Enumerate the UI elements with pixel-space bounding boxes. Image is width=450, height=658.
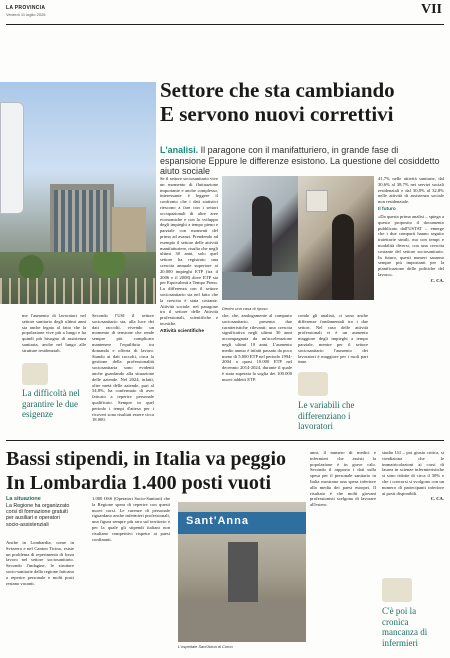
pull-quote: Le variabili che differenziano i lavoratori bbox=[298, 400, 355, 431]
headline-line-2: E servono nuovi correttivi bbox=[160, 102, 394, 126]
workers-icon bbox=[298, 372, 328, 396]
hospital-icon bbox=[22, 363, 48, 385]
article-column: me l'aumento di lavoratori nel settore sanitario degli ultimi anni sia anche legato al fatto che la popolazione vive più a lungo e ha quindi più bisogno di assistenza sanitaria, anche nel lungo alle strutture residenziali. bbox=[22, 313, 86, 353]
photo-caption: Dentro una casa di riposo bbox=[222, 306, 268, 311]
column-text: studio Uil – poi giusta critica, si condiziona che le immatricolazioni ai corsi di laurea in scienze infermieristiche si sono ridotte di circa il 30% e che i concorsi si svolgono con un numero di partecipanti inferiore ai posti disponibili. bbox=[382, 450, 444, 496]
hospital-photo bbox=[0, 82, 156, 304]
article-column: 1.000 OSS (Operatori Socio-Sanitari) che la Regione spera di reperire con questi nuovi corsi. Le carenze di personale riguardano anche infermieri professionali, una figura sempre più rara sul territorio e per la quale gli stipendi italiani non risultano competitivi rispetto ai paesi confinanti. bbox=[92, 496, 170, 542]
article-subhead bbox=[160, 145, 444, 177]
section-label: La situazione bbox=[6, 496, 41, 502]
byline: C. CA. bbox=[430, 277, 444, 283]
section-number: VII bbox=[420, 2, 442, 17]
floor bbox=[178, 602, 306, 642]
column-subtitle: Il futuro bbox=[378, 206, 396, 212]
article-column: anni, il numero di medici e infermieri che assisti la popolazione è in grave calo. Secondo il rapporto i dati sulla spesa per il personale sanitario in Italia mostrano una spesa inferiore alla media dei paesi europei. Il risultato è che molti giovani professionisti scelgono di lavorare all'estero. bbox=[310, 450, 376, 508]
entrance-door bbox=[228, 542, 258, 602]
issue-date: Venerdì 11 luglio 2025 bbox=[6, 12, 46, 17]
article-column: Secondo l'USI il settore sociosanitario sta, alla luce dei dati raccolti, vivendo un momento di tensione che rende sempre più complicato mantenere l'equilibrio tra domanda e offerta di lavoro. Stando ai dati raccolti, circa la gestione della professionalità sociosanitaria sono evidenti anche guardando alla situazione delle aziende. Nel 2024, infatti, oltre metà delle aziende, pari al 54,8%, ha confermato di aver faticato a reperire personale qualificato. Sempre in quel periodo i tempi d'attesa per i ricoveri sono risultati essere circa 18.000. bbox=[92, 313, 154, 423]
byline: C. CA. bbox=[430, 496, 444, 502]
photo-caption: L'ospedale Sant'Anna di Como bbox=[178, 644, 233, 649]
article-column bbox=[382, 450, 444, 501]
article-headline bbox=[160, 78, 444, 126]
section-rule bbox=[6, 440, 444, 441]
masthead bbox=[6, 3, 444, 25]
care-home-photo bbox=[222, 176, 298, 311]
article-column: Anche in Lombardia, come in Svizzera e nel Canton Ticino, esiste un problema di reperimento di forza lavoro nel settore sociosanitario. Secondo l'indagine, le strutture socio-sanitarie della regione faticano a reperire personale e molti posti restano vacanti. bbox=[6, 540, 74, 586]
fence bbox=[0, 278, 156, 304]
kicker: L'analisi. bbox=[160, 145, 199, 155]
pull-quote: La difficoltà nel garantire le due esigenze bbox=[22, 388, 80, 419]
article-column: condo gli analisti, ci sono anche differenze fondamentali tra i due settori. Nel caso delle attività professionali vi è un aumento maggiore degli impieghi a tempo parziale, mentre per il settore sociosanitario l'aumento dei lavoratori è maggiore per i ruoli part time. bbox=[298, 313, 368, 365]
article-subhead: La Regione ha organizzato corsi di formazione gratuiti per ausiliari e operatori socio-assistenziali bbox=[6, 503, 70, 528]
headline-line-2: In Lombardia 1.400 posti vuoti bbox=[6, 472, 272, 494]
nurse-icon bbox=[382, 578, 412, 602]
headline-line-1: Bassi stipendi, in Italia va peggio bbox=[6, 448, 287, 470]
subhead-text: Il paragone con il manifatturiero, in grande fase di espansione Eppure le differenze esistono. La questione del cosiddetto aiuto sociale bbox=[160, 145, 440, 176]
column-text: Se il settore sociosanitario vive un momento di fluttuazione importante e anche complesso, interessante è leggere il confronto che i dati statistici riescono a fare con i settori occupazionali di altre aree economiche e con lo sviluppo degli impieghi a tempo pieno e parziale con momenti del primo ad avanzi. Prendendo ad esempio il settore delle attività manifatturiere, risulta che negli ultimi 30 anni, solo quel settore ha registrato una crescita annuale superiore ai 20.000 impieghi ETP (tra il 2006 e il 2008) dove ETP sta per Equivalenti a Tempo Pieno. La differenza con il settore sociosanitario sta nel fatto che la crescita è stata costante. Attività sociale: nel paragone tra il settore delle Attività professionali, scientifiche e tecniche. bbox=[160, 176, 218, 326]
hospital-sign-text: Sant'Anna bbox=[186, 515, 249, 527]
hospital-entrance-photo bbox=[178, 502, 306, 642]
article-column bbox=[160, 176, 218, 334]
column-text: 41,7% nelle attività sanitarie, dal 30,6% al 38,7% nei servizi sociali residenziali e dal 30,8% al 32,8% nelle attività di assistenza sociale non residenziale. bbox=[378, 176, 444, 205]
wall-sign bbox=[306, 190, 328, 212]
person bbox=[332, 214, 354, 300]
pull-quote: C'è poi la cronica mancanza di infermieri bbox=[382, 606, 428, 648]
care-home-photo bbox=[298, 176, 374, 300]
column-subtitle: Attività scientifiche bbox=[160, 328, 204, 334]
article-column bbox=[378, 176, 444, 283]
article-headline bbox=[6, 447, 306, 495]
hospital-sign bbox=[0, 102, 24, 214]
article-column: che, che, analogamente al comparto sociosanitario, presenta due caratteristiche rilevanti: una crescita significativa negli ultimi 30 anni accompagnata da un'accelerazione negli ultimi 10 anni. L'aumento medio annuo è infatti passato da poco meno di 5.000 ETP nel periodo 1994-2004 a quasi 10.000 ETP nel decennio 2014-2024, durante il quale è stata superata la soglia dei 100.000 nuovi addetti ETP. bbox=[222, 313, 292, 382]
headline-line-1: Settore che sta cambiando bbox=[160, 78, 395, 102]
column-text: «Da questa prima analisi – spiega a questo proposito il documento pubblicato dall'USTAT – emerge che i due comparti hanno seguito traiettorie simili, ma con tempi e modalità diversi, con una crescita costante del settore sociosanitario. In futuro, questi numeri saranno sempre più importanti per la pianificazione delle politiche del lavoro». bbox=[378, 213, 444, 277]
top-rule bbox=[6, 24, 444, 25]
newspaper-name: LA PROVINCIA bbox=[6, 5, 46, 11]
desk bbox=[222, 272, 298, 300]
person bbox=[252, 196, 272, 276]
